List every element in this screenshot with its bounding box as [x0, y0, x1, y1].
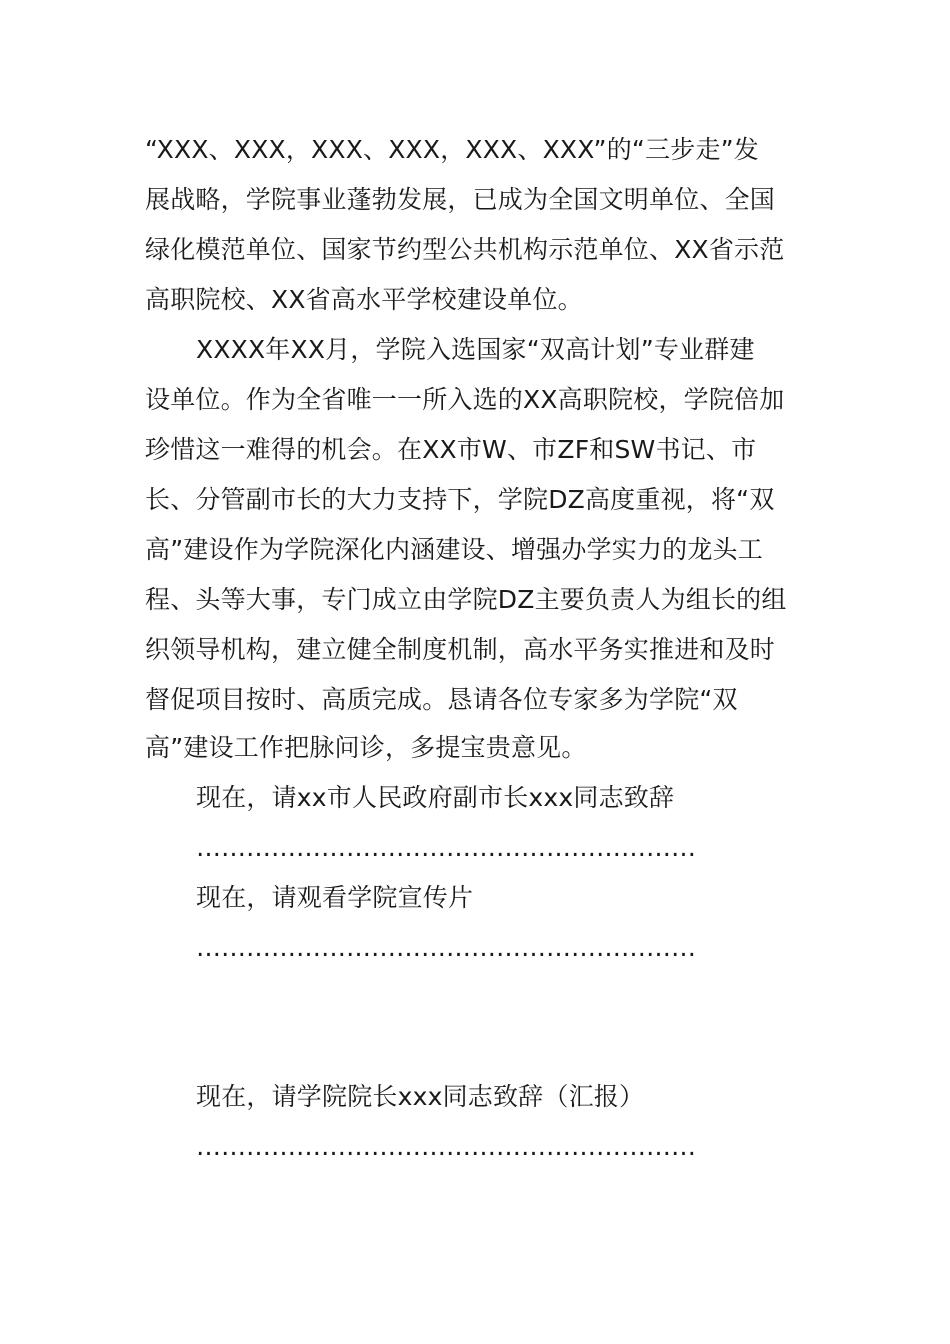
paragraph-1-line-4: 高职院校、XX省高水平学校建设单位。 [145, 285, 583, 314]
paragraph-1-line-1: “XXX、XXX，XXX、XXX，XXX、XXX”的“三步走”发 [145, 135, 760, 164]
paragraph-2-line-1: XXXX年XX月，学院入选国家“双高计划”专业群建 [196, 335, 755, 364]
paragraph-2-line-8: 督促项目按时、高质完成。恳请各位专家多为学院“双 [145, 685, 738, 714]
speaker-intro-president: 现在，请学院院长xxx同志致辞（汇报） [196, 1082, 645, 1111]
promo-video-intro: 现在，请观看学院宣传片 [196, 883, 474, 912]
paragraph-2-line-6: 程、头等大事，专门成立由学院DZ主要负责人为组长的组 [145, 585, 787, 614]
ellipsis-separator-3: …………………………………………………… [196, 1132, 696, 1161]
paragraph-2-line-7: 织领导机构，建立健全制度机制，高水平务实推进和及时 [145, 635, 776, 664]
paragraph-1-line-2: 展战略，学院事业蓬勃发展，已成为全国文明单位、全国 [145, 185, 776, 214]
paragraph-2-line-2: 设单位。作为全省唯一一所入选的XX高职院校，学院倍加 [145, 385, 785, 414]
speaker-intro-vice-mayor: 现在，请xx市人民政府副市长xxx同志致辞 [196, 783, 675, 812]
paragraph-2-line-4: 长、分管副市长的大力支持下，学院DZ高度重视，将“双 [145, 485, 775, 514]
ellipsis-separator-1: …………………………………………………… [196, 833, 696, 862]
ellipsis-separator-2: …………………………………………………… [196, 933, 696, 962]
paragraph-2-line-9: 高”建设工作把脉问诊，多提宝贵意见。 [145, 733, 587, 762]
paragraph-2-line-3: 珍惜这一难得的机会。在XX市W、市ZF和SW书记、市 [145, 435, 757, 464]
paragraph-2-line-5: 高”建设作为学院深化内涵建设、增强办学实力的龙头工 [145, 535, 763, 564]
paragraph-1-line-3: 绿化模范单位、国家节约型公共机构示范单位、XX省示范 [145, 235, 785, 264]
